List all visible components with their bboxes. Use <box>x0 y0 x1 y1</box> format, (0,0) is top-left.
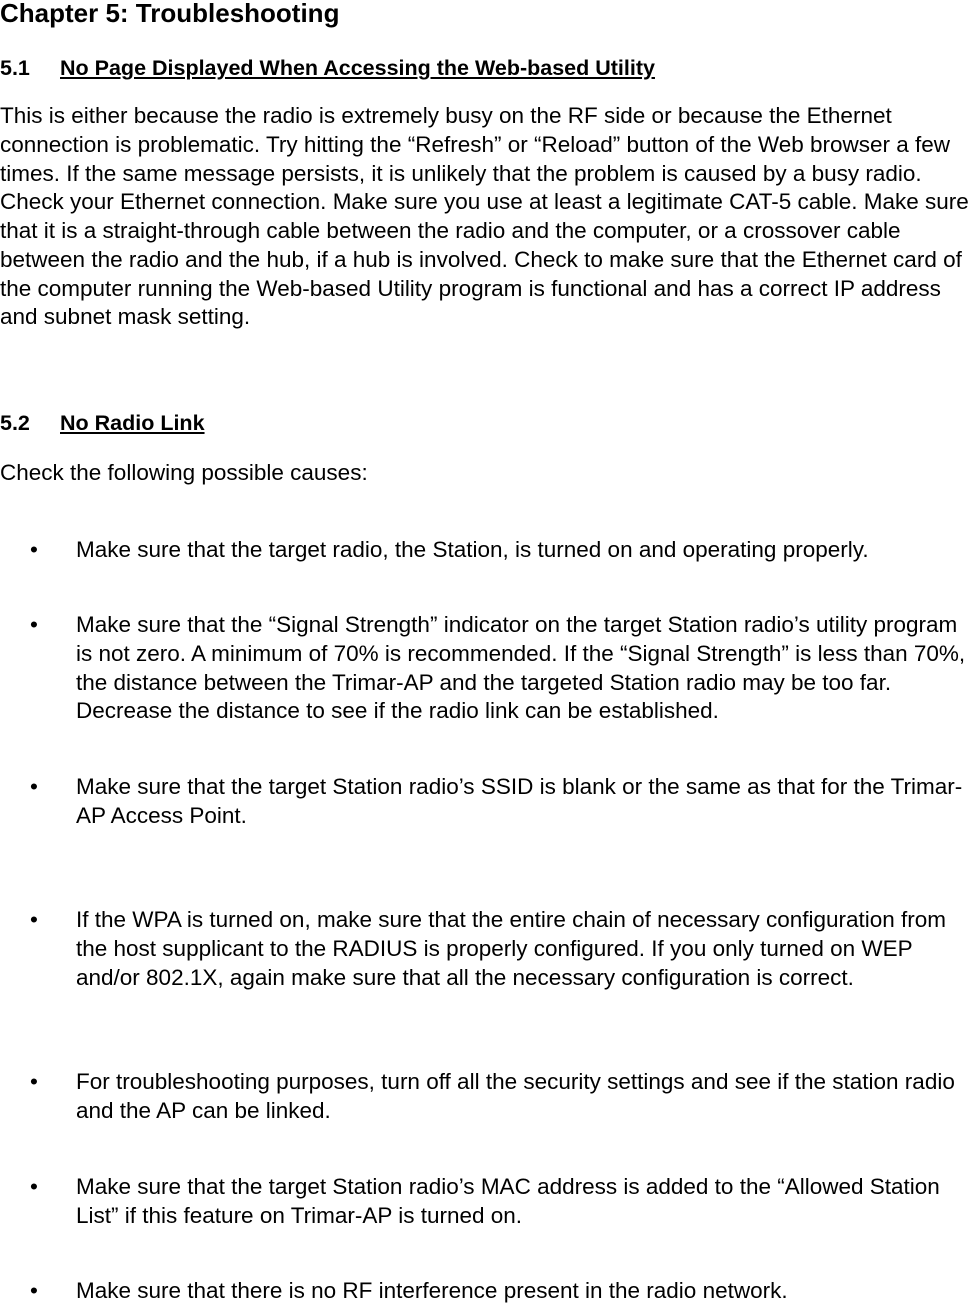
section-body-5-1: This is either because the radio is extremely busy on the RF side or because the Ethernet connection is problematic. Try hitting the “Refresh” or “Reload” button of the Web browser a few times. If the same message persists, it is unlikely that the problem is caused by a busy radio. Check your Ethernet connection. Make sure you use at least a legitimate CAT-5 cable. Make sure that it is a straight-through cable between the radio and the computer, or a crossover cable between the radio and the hub, if a hub is involved. Check to make sure that the Ethernet card of the computer running the Web-based Utility program is functional and has a correct IP address and subnet mask setting. <box>0 103 969 330</box>
bullet-icon: • <box>30 1278 38 1303</box>
bullet-icon: • <box>30 774 38 799</box>
list-item-text: Make sure that the target radio, the Station, is turned on and operating properly. <box>76 537 869 562</box>
bullet-icon: • <box>30 537 38 562</box>
chapter-title: Chapter 5: Troubleshooting <box>0 0 340 28</box>
section-heading-5-2 <box>0 410 205 436</box>
list-item-text: Make sure that the “Signal Strength” indicator on the target Station radio’s utility program is not zero. A minimum of 70% is recommended. If the “Signal Strength” is less than 70%, the distance between the Trimar-AP and the targeted Station radio may be too far. Decrease the distance to see if the radio link can be established. <box>76 612 966 724</box>
list-item-text: Make sure that the target Station radio’s MAC address is added to the “Allowed Station List” if this feature on Trimar-AP is turned on. <box>76 1174 940 1228</box>
section-title: No Page Displayed When Accessing the Web-based Utility <box>60 56 655 80</box>
list-item-text: Make sure that there is no RF interference present in the radio network. <box>76 1278 788 1303</box>
section-title: No Radio Link <box>60 411 205 435</box>
list-item-text: For troubleshooting purposes, turn off all the security settings and see if the station radio and the AP can be linked. <box>76 1069 955 1123</box>
bullet-icon: • <box>30 907 38 932</box>
list-item-text: Make sure that the target Station radio’s SSID is blank or the same as that for the Trimar-AP Access Point. <box>76 774 963 828</box>
bullet-icon: • <box>30 612 38 637</box>
list-item-text: If the WPA is turned on, make sure that the entire chain of necessary configuration from the host supplicant to the RADIUS is properly configured. If you only turned on WEP and/or 802.1X, again make sure that all the necessary configuration is correct. <box>76 907 947 990</box>
bullet-icon: • <box>30 1069 38 1094</box>
section-intro-5-2: Check the following possible causes: <box>0 460 368 485</box>
section-number: 5.1 <box>0 56 30 80</box>
bullet-icon: • <box>30 1174 38 1199</box>
section-number: 5.2 <box>0 411 30 435</box>
section-heading-5-1 <box>0 55 655 81</box>
